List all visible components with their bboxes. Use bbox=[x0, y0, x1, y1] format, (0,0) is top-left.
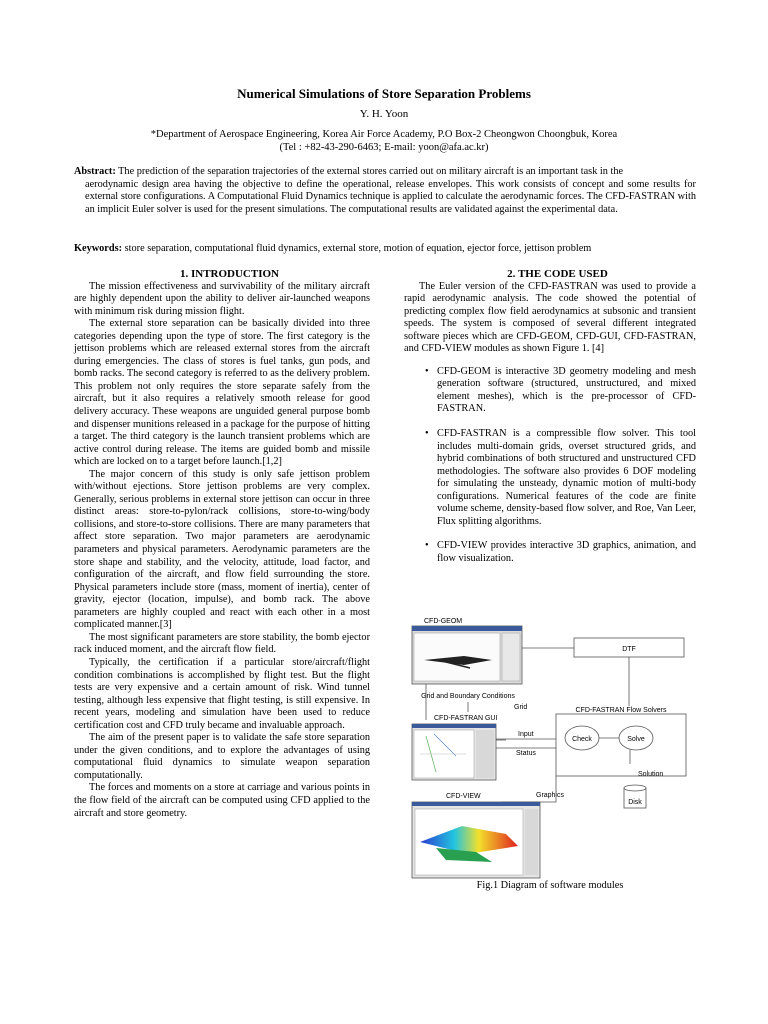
geom-screenshot bbox=[412, 626, 522, 684]
bullet-icon: • bbox=[425, 428, 429, 440]
software-modules-diagram bbox=[406, 616, 696, 884]
intro-paragraph: The mission effectiveness and survivability of the military aircraft are highly dependent upon the ability to deliver air-launched weapons with minimum risk during mission flight. bbox=[74, 280, 370, 317]
right-column bbox=[404, 268, 696, 577]
grid-bc-label: Grid and Boundary Conditions bbox=[421, 693, 515, 700]
solvers-label: CFD-FASTRAN Flow Solvers bbox=[575, 707, 667, 714]
paper-title: Numerical Simulations of Store Separation Problems bbox=[237, 86, 531, 101]
intro-paragraph: The most significant parameters are store stability, the bomb ejector rack induced moment, and the aircraft flow field. bbox=[74, 631, 370, 656]
keywords-text: store separation, computational fluid dynamics, external store, motion of equation, ejector force, jettison problem bbox=[124, 243, 592, 254]
abstract-body: aerodynamic design area having the objective to define the operational, release envelopes. This work consists of concept and some results for external store configurations. A Computational Fluid Dynamics technique is applied to calculate the aerodynamic forces. The CFD-FASTRAN with an implicit Euler solver is used for the present simulations. The computational results are validated against the experimental data. bbox=[85, 178, 696, 215]
input-label: Input bbox=[518, 731, 534, 738]
keywords bbox=[74, 242, 696, 255]
code-heading: 2. THE CODE USED bbox=[507, 268, 608, 280]
gui-label: CFD-FASTRAN GUI bbox=[434, 715, 498, 722]
left-column bbox=[74, 268, 370, 820]
intro-heading: 1. INTRODUCTION bbox=[179, 268, 279, 280]
author-name: Y. H. Yoon bbox=[359, 108, 409, 120]
graphics-label: Graphics bbox=[536, 792, 565, 799]
disk-label: Disk bbox=[628, 799, 642, 806]
list-item bbox=[404, 428, 696, 528]
contact-info: (Tel : +82-43-290-6463; E-mail: yoon@afa.ac.kr) bbox=[279, 142, 489, 153]
affiliation: *Department of Aerospace Engineering, Korea Air Force Academy, P.O Box-2 Cheongwon Choongbuk, Korea bbox=[150, 129, 618, 140]
solution-label: Solution bbox=[638, 771, 664, 778]
code-intro-paragraph: The Euler version of the CFD-FASTRAN was used to provide a rapid aerodynamic analysis. The code showed the potential of predicting complex flow field aerodynamics at subsonic and transient speeds. The system is composed of several different integrated software pieces which are CFD-GEOM, CFD-GUI, CFD-FASTRAN, and CFD-VIEW modules as shown Figure 1. [4] bbox=[404, 280, 696, 355]
module-list bbox=[404, 366, 696, 566]
view-screenshot bbox=[412, 802, 540, 878]
intro-paragraph: The forces and moments on a store at carriage and various points in the flow field of the aircraft can be computed using CFD applied to the aircraft and store geometry. bbox=[74, 782, 370, 819]
solve-label: Solve bbox=[627, 736, 645, 743]
geom-label: CFD-GEOM bbox=[424, 618, 463, 625]
abstract-first-line: The prediction of the separation trajectories of the external stores carried out on military aircraft is an important task in the bbox=[118, 166, 624, 177]
bullet-icon: • bbox=[425, 365, 429, 377]
abstract-label: Abstract: bbox=[74, 166, 116, 177]
dtf-label: DTF bbox=[622, 646, 636, 653]
affiliation-block bbox=[0, 128, 768, 154]
bullet-icon: • bbox=[425, 540, 429, 552]
abstract bbox=[74, 166, 696, 216]
intro-paragraph: The aim of the present paper is to validate the safe store separation under the given conditions, and to explore the advantages of using computational fluid dynamics to simulate weapon separation computationally. bbox=[74, 732, 370, 781]
gui-screenshot bbox=[412, 724, 496, 780]
view-label: CFD-VIEW bbox=[446, 793, 481, 800]
list-item bbox=[404, 540, 696, 565]
intro-paragraph: Typically, the certification if a particular store/aircraft/flight condition combinations is accomplished by flight test. But the flight tests are very expensive and a certain amount of risk. Wind tunnel testing, although less expensive that flight testing, is still expensive. In recent years, modeling and simulation have been used to reduce certification cost and CFD truly became and invaluable approach. bbox=[74, 656, 370, 731]
list-item-text: CFD-FASTRAN is a compressible flow solver. This tool includes multi-domain grids, overset structured grids, and hybrid combinations of both structured and unstructured CFD methodologies. The software also provides 6 DOF modeling for simulating the unsteady, dynamic motion of multi-body configurations. Numerical features of the code are finite volume scheme, density-based flow solver, and Roe, Van Leer, Flux splitting algorithms. bbox=[437, 428, 696, 527]
keywords-label: Keywords: bbox=[74, 243, 123, 254]
grid-label: Grid bbox=[514, 704, 528, 711]
list-item bbox=[404, 366, 696, 416]
intro-paragraph: The major concern of this study is only safe jettison problem with/without ejections. Store jettison problems are very complex. Generally, serious problems in external store jettison can occur in three distinct areas: store-to-pylon/rack collisions, store-to-wing/body collisions, and store-to-store collisions. There are many parameters that affect store separation. Two major parameters are aerodynamic parameters and physical parameters. Aerodynamic parameters are the store shape and stability, and the velocity, attitude, load factor, and configuration of the aircraft, and flow field surrounding the store. Physical parameters include store (mass, moment of inertia), center of gravity, ejector (location, impulse), and bomb rack. The above parameters are highly coupled and react with each other in a most complicated manner.[3] bbox=[74, 468, 370, 631]
status-label: Status bbox=[516, 750, 536, 757]
list-item-text: CFD-GEOM is interactive 3D geometry modeling and mesh generation software (structured, unstructured, and mixed element meshes), which is the pre-processor of CFD-FASTRAN. bbox=[437, 365, 696, 415]
check-label: Check bbox=[572, 736, 592, 743]
list-item-text: CFD-VIEW provides interactive 3D graphics, animation, and flow visualization. bbox=[437, 540, 696, 564]
intro-paragraph: The external store separation can be basically divided into three categories depending upon the type of store. The first category is the jettison problems which are released external stores from the aircraft during emergencies. The class of stores is fuel tanks, gun pods, and bomb racks. The second category is referred to as the delivery problem. This problem not only requires the store separate safely from the aircraft, but it also requires a relatively smooth release for good delivery accuracy. These weapons are unguided general purpose bomb and dispenser munitions released in a package for the purpose of hitting a target. The third category is the launch transient problems which are active control during release. The items are guided bomb and missile which are locked on to a target before launch.[1,2] bbox=[74, 318, 370, 468]
figure-caption: Fig.1 Diagram of software modules bbox=[476, 880, 624, 891]
